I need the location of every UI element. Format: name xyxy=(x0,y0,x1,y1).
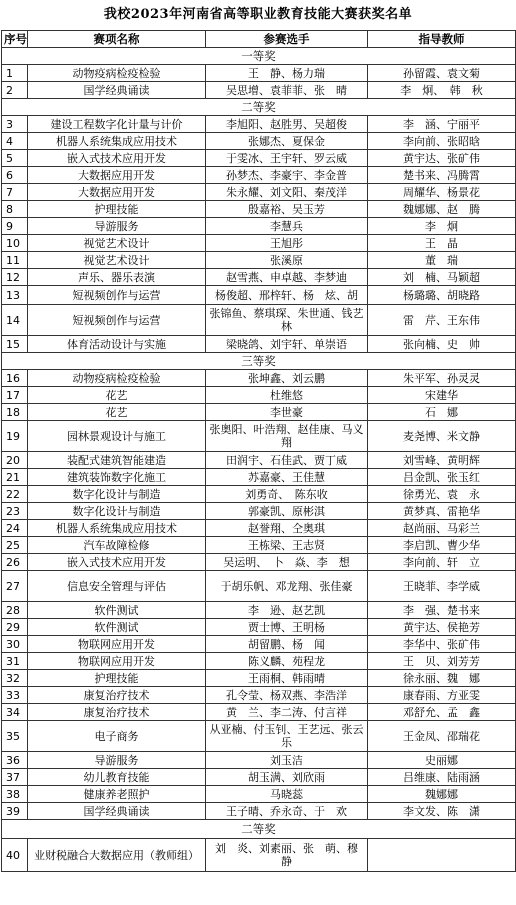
cell-students: 刘 炎、刘素丽、张 萌、穆 静 xyxy=(206,839,368,872)
table-row xyxy=(2,133,516,150)
cell-students: 王雨桐、韩雨晴 xyxy=(206,670,368,687)
cell-project: 视觉艺术设计 xyxy=(28,252,206,269)
table-row xyxy=(2,286,516,305)
cell-project: 建设工程数字化计量与计价 xyxy=(28,116,206,133)
cell-students: 张锦鱼、蔡琪琛、朱世通、钱艺林 xyxy=(206,305,368,336)
cell-teachers: 李 炯、 韩 秋 xyxy=(368,82,516,99)
cell-no: 25 xyxy=(2,537,28,554)
cell-no: 28 xyxy=(2,602,28,619)
section-label: 二等奖 xyxy=(2,820,516,839)
award-table xyxy=(1,30,516,872)
cell-teachers: 康春雨、方亚雯 xyxy=(368,687,516,704)
table-row xyxy=(2,336,516,353)
cell-students: 刘勇奇、 陈东收 xyxy=(206,486,368,503)
cell-no: 21 xyxy=(2,469,28,486)
cell-no: 13 xyxy=(2,286,28,305)
cell-no: 4 xyxy=(2,133,28,150)
table-row xyxy=(2,452,516,469)
section-header-row xyxy=(2,99,516,116)
cell-project: 信息安全管理与评估 xyxy=(28,571,206,602)
cell-teachers: 黄宇达、侯艳芳 xyxy=(368,619,516,636)
cell-project: 花艺 xyxy=(28,387,206,404)
page-title: 我校2023年河南省高等职业教育技能大赛获奖名单 xyxy=(103,7,413,22)
cell-project: 电子商务 xyxy=(28,721,206,752)
cell-teachers: 刘雪峰、黄明辉 xyxy=(368,452,516,469)
table-row xyxy=(2,752,516,769)
table-row xyxy=(2,721,516,752)
table-row xyxy=(2,839,516,872)
cell-no: 24 xyxy=(2,520,28,537)
cell-no: 36 xyxy=(2,752,28,769)
cell-project: 数字化设计与制造 xyxy=(28,486,206,503)
cell-teachers: 黄宇达、张矿伟 xyxy=(368,150,516,167)
cell-teachers: 麦尧博、米文静 xyxy=(368,421,516,452)
cell-students: 于胡乐帆、邓龙翔、张佳豪 xyxy=(206,571,368,602)
cell-teachers: 魏娜娜、赵 腾 xyxy=(368,201,516,218)
cell-no: 26 xyxy=(2,554,28,571)
cell-teachers: 魏娜娜 xyxy=(368,786,516,803)
cell-students: 李旭阳、赵胜男、吴超俊 xyxy=(206,116,368,133)
table-row xyxy=(2,305,516,336)
cell-project: 国学经典诵读 xyxy=(28,803,206,820)
cell-no: 8 xyxy=(2,201,28,218)
cell-teachers: 王 贝、刘芳芳 xyxy=(368,653,516,670)
table-row xyxy=(2,803,516,820)
cell-project: 机器人系统集成应用技术 xyxy=(28,520,206,537)
header-row xyxy=(2,31,516,48)
cell-project: 护理技能 xyxy=(28,201,206,218)
cell-students: 胡玉满、刘欣雨 xyxy=(206,769,368,786)
table-row xyxy=(2,184,516,201)
table-row xyxy=(2,537,516,554)
cell-project: 体育活动设计与实施 xyxy=(28,336,206,353)
table-row xyxy=(2,653,516,670)
cell-no: 22 xyxy=(2,486,28,503)
section-label: 一等奖 xyxy=(2,48,516,65)
header-students: 参赛选手 xyxy=(206,31,368,48)
table-row xyxy=(2,65,516,82)
cell-project: 导游服务 xyxy=(28,218,206,235)
table-row xyxy=(2,602,516,619)
cell-no: 30 xyxy=(2,636,28,653)
cell-teachers: 王晓菲、李学威 xyxy=(368,571,516,602)
cell-no: 32 xyxy=(2,670,28,687)
cell-project: 短视频创作与运营 xyxy=(28,305,206,336)
cell-no: 14 xyxy=(2,305,28,336)
cell-no: 33 xyxy=(2,687,28,704)
cell-project: 园林景观设计与施工 xyxy=(28,421,206,452)
table-row xyxy=(2,421,516,452)
section-label: 二等奖 xyxy=(2,99,516,116)
cell-project: 装配式建筑智能建造 xyxy=(28,452,206,469)
cell-teachers: 李向前、张昭晗 xyxy=(368,133,516,150)
cell-no: 19 xyxy=(2,421,28,452)
cell-project: 软件测试 xyxy=(28,602,206,619)
cell-no: 40 xyxy=(2,839,28,872)
cell-no: 5 xyxy=(2,150,28,167)
cell-no: 2 xyxy=(2,82,28,99)
table-row xyxy=(2,554,516,571)
table-row xyxy=(2,82,516,99)
cell-project: 数字化设计与制造 xyxy=(28,503,206,520)
table-row xyxy=(2,469,516,486)
cell-students: 杨俊超、邢梓轩、杨 炫、胡 xyxy=(206,286,368,305)
header-project: 赛项名称 xyxy=(28,31,206,48)
cell-no: 17 xyxy=(2,387,28,404)
cell-students: 马晓蕊 xyxy=(206,786,368,803)
cell-project: 导游服务 xyxy=(28,752,206,769)
cell-teachers: 孙留霞、袁文菊 xyxy=(368,65,516,82)
cell-project: 国学经典诵读 xyxy=(28,82,206,99)
cell-teachers: 吕维康、陆雨涵 xyxy=(368,769,516,786)
cell-teachers: 徐永丽、魏 娜 xyxy=(368,670,516,687)
cell-students: 从亚楠、付玉钊、王艺远、张云乐 xyxy=(206,721,368,752)
cell-students: 苏嘉豪、王佳慧 xyxy=(206,469,368,486)
cell-teachers: 李文发、陈 潇 xyxy=(368,803,516,820)
cell-teachers: 史丽娜 xyxy=(368,752,516,769)
cell-students: 赵雪燕、申卓越、李梦迪 xyxy=(206,269,368,286)
cell-teachers xyxy=(368,839,516,872)
cell-students: 陈义麟、苑程龙 xyxy=(206,653,368,670)
table-row xyxy=(2,150,516,167)
cell-students: 张坤鑫、刘云鹏 xyxy=(206,370,368,387)
cell-teachers: 董 瑞 xyxy=(368,252,516,269)
table-row xyxy=(2,269,516,286)
cell-no: 9 xyxy=(2,218,28,235)
cell-teachers: 李启凯、曹少华 xyxy=(368,537,516,554)
table-row xyxy=(2,486,516,503)
cell-no: 35 xyxy=(2,721,28,752)
cell-teachers: 徐勇光、袁 永 xyxy=(368,486,516,503)
cell-teachers: 杨璐璐、胡晓路 xyxy=(368,286,516,305)
cell-students: 王旭彤 xyxy=(206,235,368,252)
section-header-row xyxy=(2,353,516,370)
table-row xyxy=(2,252,516,269)
cell-project: 动物疫病检疫检验 xyxy=(28,370,206,387)
cell-students: 殷嘉裕、吴玉芳 xyxy=(206,201,368,218)
cell-teachers: 赵尚丽、马彩兰 xyxy=(368,520,516,537)
header-no: 序号 xyxy=(2,31,28,48)
table-row xyxy=(2,503,516,520)
cell-no: 29 xyxy=(2,619,28,636)
table-row xyxy=(2,520,516,537)
cell-project: 嵌入式技术应用开发 xyxy=(28,150,206,167)
cell-project: 短视频创作与运营 xyxy=(28,286,206,305)
cell-teachers: 李 涵、宁丽平 xyxy=(368,116,516,133)
cell-no: 23 xyxy=(2,503,28,520)
cell-no: 37 xyxy=(2,769,28,786)
cell-students: 郭豪凯、原彬淇 xyxy=(206,503,368,520)
cell-students: 张奥阳、叶浩翔、赵佳康、马义翔 xyxy=(206,421,368,452)
table-row xyxy=(2,167,516,184)
cell-project: 大数据应用开发 xyxy=(28,184,206,201)
cell-students: 张娜杰、夏保金 xyxy=(206,133,368,150)
cell-project: 康复治疗技术 xyxy=(28,704,206,721)
cell-no: 34 xyxy=(2,704,28,721)
cell-students: 胡留鹏、杨 闻 xyxy=(206,636,368,653)
table-row xyxy=(2,636,516,653)
cell-teachers: 邓舒允、孟 鑫 xyxy=(368,704,516,721)
cell-students: 梁晓鸽、刘宇轩、单崇语 xyxy=(206,336,368,353)
table-row xyxy=(2,704,516,721)
cell-teachers: 李向前、轩 立 xyxy=(368,554,516,571)
cell-project: 软件测试 xyxy=(28,619,206,636)
cell-students: 杜维悠 xyxy=(206,387,368,404)
table-row xyxy=(2,670,516,687)
cell-project: 物联网应用开发 xyxy=(28,653,206,670)
table-row xyxy=(2,404,516,421)
table-row xyxy=(2,619,516,636)
cell-teachers: 吕金凯、张玉红 xyxy=(368,469,516,486)
header-teachers: 指导教师 xyxy=(368,31,516,48)
cell-no: 16 xyxy=(2,370,28,387)
cell-no: 27 xyxy=(2,571,28,602)
cell-teachers: 宋建华 xyxy=(368,387,516,404)
cell-teachers: 楚书来、冯腾霄 xyxy=(368,167,516,184)
cell-project: 视觉艺术设计 xyxy=(28,235,206,252)
table-row xyxy=(2,571,516,602)
cell-project: 建筑装饰数字化施工 xyxy=(28,469,206,486)
cell-no: 18 xyxy=(2,404,28,421)
table-row xyxy=(2,687,516,704)
cell-no: 31 xyxy=(2,653,28,670)
cell-no: 1 xyxy=(2,65,28,82)
table-row xyxy=(2,370,516,387)
cell-teachers: 王 晶 xyxy=(368,235,516,252)
cell-project: 健康养老照护 xyxy=(28,786,206,803)
cell-students: 吴思增、袁菲菲、张 晴 xyxy=(206,82,368,99)
cell-project: 业财税融合大数据应用（教师组） xyxy=(28,839,206,872)
cell-teachers: 朱平军、孙灵灵 xyxy=(368,370,516,387)
cell-students: 黄 兰、李二涛、付言祥 xyxy=(206,704,368,721)
cell-students: 孙梦杰、李豪宇、李金普 xyxy=(206,167,368,184)
table-body xyxy=(2,48,516,872)
cell-teachers: 李华中、张矿伟 xyxy=(368,636,516,653)
cell-project: 汽车故障检修 xyxy=(28,537,206,554)
cell-students: 李 逊、赵艺凯 xyxy=(206,602,368,619)
cell-students: 吴运明、 卜 焱、李 想 xyxy=(206,554,368,571)
table-row xyxy=(2,201,516,218)
cell-teachers: 黄梦真、雷艳华 xyxy=(368,503,516,520)
cell-students: 朱永耀、刘文阳、秦茂洋 xyxy=(206,184,368,201)
cell-project: 物联网应用开发 xyxy=(28,636,206,653)
cell-no: 6 xyxy=(2,167,28,184)
table-row xyxy=(2,116,516,133)
cell-students: 李慧兵 xyxy=(206,218,368,235)
cell-no: 10 xyxy=(2,235,28,252)
cell-project: 康复治疗技术 xyxy=(28,687,206,704)
cell-no: 11 xyxy=(2,252,28,269)
cell-teachers: 张向楠、史 帅 xyxy=(368,336,516,353)
cell-project: 护理技能 xyxy=(28,670,206,687)
cell-project: 声乐、器乐表演 xyxy=(28,269,206,286)
cell-project: 大数据应用开发 xyxy=(28,167,206,184)
cell-students: 张溪原 xyxy=(206,252,368,269)
section-header-row xyxy=(2,48,516,65)
cell-project: 动物疫病检疫检验 xyxy=(28,65,206,82)
cell-teachers: 石 娜 xyxy=(368,404,516,421)
cell-teachers: 刘 楠、马颖超 xyxy=(368,269,516,286)
cell-students: 王栋梁、王志贤 xyxy=(206,537,368,554)
cell-students: 刘玉洁 xyxy=(206,752,368,769)
cell-students: 赵誉翔、仝奥琪 xyxy=(206,520,368,537)
cell-no: 15 xyxy=(2,336,28,353)
cell-no: 3 xyxy=(2,116,28,133)
table-row xyxy=(2,786,516,803)
cell-teachers: 李 强、楚书来 xyxy=(368,602,516,619)
cell-no: 20 xyxy=(2,452,28,469)
cell-project: 机器人系统集成应用技术 xyxy=(28,133,206,150)
table-row xyxy=(2,769,516,786)
cell-students: 田润宇、石佳武、贾丁威 xyxy=(206,452,368,469)
cell-no: 39 xyxy=(2,803,28,820)
cell-students: 李世豪 xyxy=(206,404,368,421)
cell-no: 38 xyxy=(2,786,28,803)
section-label: 三等奖 xyxy=(2,353,516,370)
cell-project: 嵌入式技术应用开发 xyxy=(28,554,206,571)
cell-students: 孔令莹、杨双燕、李浩洋 xyxy=(206,687,368,704)
cell-project: 幼儿教育技能 xyxy=(28,769,206,786)
table-row xyxy=(2,235,516,252)
section-header-row xyxy=(2,820,516,839)
cell-project: 花艺 xyxy=(28,404,206,421)
cell-students: 王 静、杨力瑞 xyxy=(206,65,368,82)
cell-teachers: 雷 芹、王东伟 xyxy=(368,305,516,336)
cell-no: 12 xyxy=(2,269,28,286)
table-row xyxy=(2,387,516,404)
cell-teachers: 李 炯 xyxy=(368,218,516,235)
cell-students: 贾士博、王明杨 xyxy=(206,619,368,636)
cell-students: 于雯冰、王宇轩、罗云威 xyxy=(206,150,368,167)
cell-teachers: 周耀华、杨景花 xyxy=(368,184,516,201)
cell-teachers: 王金凤、邵瑞花 xyxy=(368,721,516,752)
cell-students: 王子晴、乔永奇、于 欢 xyxy=(206,803,368,820)
table-row xyxy=(2,218,516,235)
cell-no: 7 xyxy=(2,184,28,201)
